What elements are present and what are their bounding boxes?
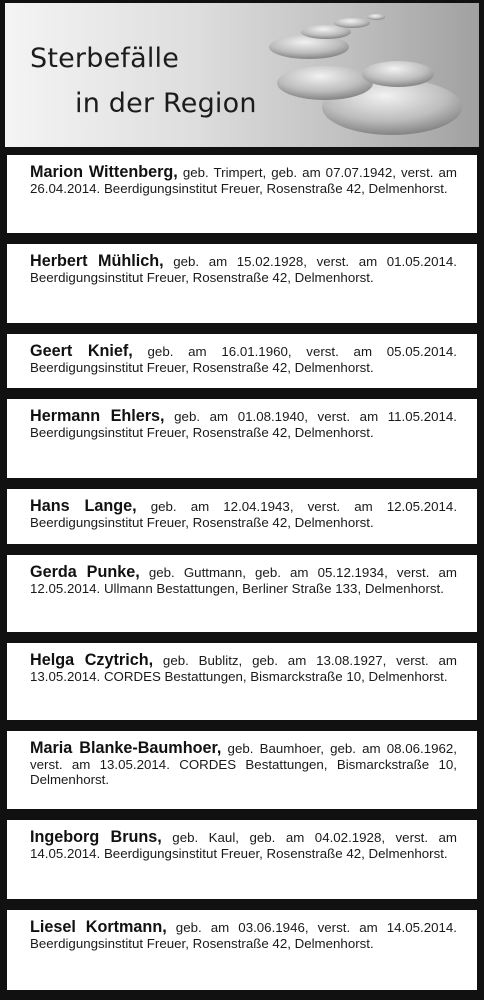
entry-details: geb. am 01.08.1940, verst. am 11.05.2014. Beerdigungsinstitut Freuer, Rosenstraße 42, Delmenhorst. <box>30 409 457 440</box>
deceased-name: Herbert Mühlich, <box>30 252 164 270</box>
entry-details: geb. Baumhoer, geb. am 08.06.1962, verst. am 13.05.2014. CORDES Bestattungen, Bismarckstraße 10, Delmenhorst. <box>30 741 457 787</box>
deceased-name: Hermann Ehlers, <box>30 407 165 425</box>
obituary-entry <box>5 641 479 722</box>
entry-details: geb. am 16.01.1960, verst. am 05.05.2014. Beerdigungsinstitut Freuer, Rosenstraße 42, Delmenhorst. <box>30 344 457 375</box>
obituary-entry <box>5 553 479 634</box>
deceased-name: Ingeborg Bruns, <box>30 828 162 846</box>
stepping-stones-image <box>5 3 479 147</box>
obituary-entry <box>5 242 479 325</box>
obituary-entry <box>5 729 479 811</box>
entry-details: geb. am 03.06.1946, verst. am 14.05.2014. Beerdigungsinstitut Freuer, Rosenstraße 42, Delmenhorst. <box>30 920 458 951</box>
deceased-name: Hans Lange, <box>30 497 137 515</box>
obituary-entry <box>5 397 479 480</box>
obituary-entry <box>5 818 479 901</box>
deceased-name: Gerda Punke, <box>30 563 140 581</box>
obituary-entry <box>5 487 479 546</box>
obituary-entry <box>5 908 479 992</box>
entry-details: geb. Kaul, geb. am 04.02.1928, verst. am 14.05.2014. Beerdigungsinstitut Freuer, Rosenstraße 42, Delmenhorst. <box>30 830 457 861</box>
obituary-entry <box>5 153 479 235</box>
title-line-2: in der Region <box>75 88 257 119</box>
entry-details: geb. am 12.04.1943, verst. am 12.05.2014. Beerdigungsinstitut Freuer, Rosenstraße 42, Delmenhorst. <box>30 499 458 530</box>
entry-details: geb. Bublitz, geb. am 13.08.1927, verst. am 13.05.2014. CORDES Bestattungen, Bismarckstraße 10, Delmenhorst. <box>30 653 457 684</box>
deceased-name: Liesel Kortmann, <box>30 918 167 936</box>
obituary-list <box>5 153 479 992</box>
header-banner <box>5 3 479 147</box>
title-line-1: Sterbefälle <box>30 43 180 74</box>
deceased-name: Maria Blanke-Baumhoer, <box>30 739 222 757</box>
obituary-entry <box>5 332 479 390</box>
entry-details: geb. am 15.02.1928, verst. am 01.05.2014. Beerdigungsinstitut Freuer, Rosenstraße 42, Delmenhorst. <box>30 254 458 285</box>
entry-details: geb. Guttmann, geb. am 05.12.1934, verst. am 12.05.2014. Ullmann Bestattungen, Berliner Straße 133, Delmenhorst. <box>30 565 457 596</box>
deceased-name: Helga Czytrich, <box>30 651 154 669</box>
deceased-name: Geert Knief, <box>30 342 133 360</box>
deceased-name: Marion Wittenberg, <box>30 163 178 181</box>
entry-details: geb. Trimpert, geb. am 07.07.1942, verst. am 26.04.2014. Beerdigungsinstitut Freuer, Rosenstraße 42, Delmenhorst. <box>30 165 457 196</box>
